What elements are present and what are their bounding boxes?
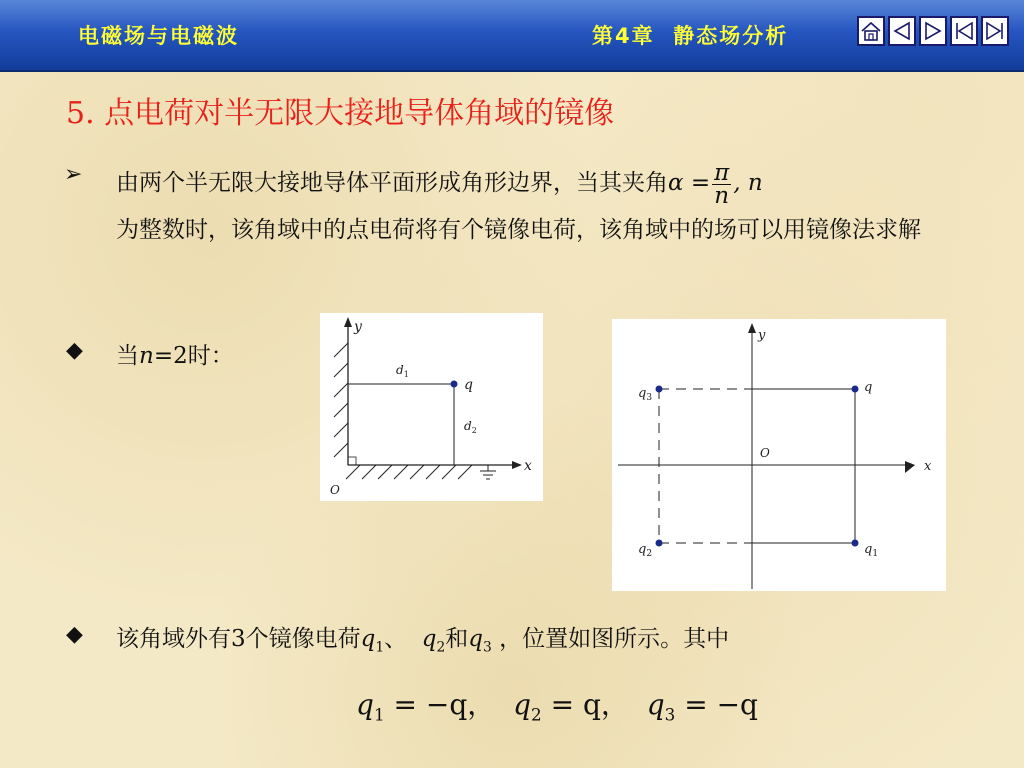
q2-symbol: q: [421, 626, 437, 652]
arrow-bullet-icon: ➢: [64, 162, 83, 187]
intro-text-rest: 为整数时，该角域中的点电荷将有个镜像电荷，该角域中的场可以用镜像法求解: [116, 217, 921, 243]
image-charges-text: [116, 620, 729, 656]
nav-buttons: [857, 16, 1012, 46]
figure-image-charges: [612, 319, 946, 591]
eq-rhs1: = −q，: [384, 688, 514, 721]
prev-icon: [891, 20, 913, 42]
frac-numerator: π: [714, 159, 730, 186]
q-label: q: [864, 380, 873, 395]
figure-corner-region: [320, 313, 543, 501]
diamond-bullet-icon: ◆: [66, 622, 83, 647]
last-button[interactable]: [981, 16, 1009, 46]
eq-q2-sub: 2: [531, 704, 542, 725]
eq-q3-sub: 3: [664, 704, 676, 725]
diamond-bullet-icon: ◆: [66, 338, 83, 363]
eq-q2: q: [513, 688, 532, 721]
pi-over-n-fraction: [712, 159, 731, 209]
case-prefix: 当: [116, 343, 139, 369]
eq-rhs2: = q，: [541, 688, 647, 721]
charge-q2-point: [656, 540, 663, 547]
section-title: 5. 点电荷对半无限大接地导体角域的镜像: [66, 96, 615, 131]
charge-q-point: [451, 381, 458, 388]
course-title: 电磁场与电磁波: [78, 24, 239, 48]
q1-label: $q_1$: [864, 542, 879, 559]
chapter-title: 第4章 静态场分析: [592, 24, 789, 48]
image-text1: 该角域外有3个镜像电荷: [116, 626, 361, 652]
case-eq: =2时：: [153, 343, 234, 369]
q1-sub: 1: [375, 639, 385, 656]
n-symbol: , n: [733, 170, 763, 196]
home-icon: [860, 20, 882, 42]
d2-label: $d_2$: [464, 419, 477, 435]
y-axis-label: y: [758, 328, 766, 343]
y-axis-label: y: [354, 319, 362, 335]
origin-label: O: [760, 446, 770, 460]
eq-q1-sub: 1: [373, 704, 385, 725]
charge-q1-point: [852, 540, 859, 547]
q3-label: $q_3$: [638, 386, 653, 403]
next-icon: [922, 20, 944, 42]
origin-label: O: [330, 483, 340, 497]
home-button[interactable]: [857, 16, 885, 46]
case-n: n: [139, 343, 154, 369]
charge-q3-point: [656, 386, 663, 393]
header-bar: [0, 0, 1024, 72]
charge-q-point: [852, 386, 859, 393]
case-n2-label: [116, 337, 234, 370]
eq-q3: q: [646, 688, 665, 721]
last-icon: [984, 20, 1006, 42]
q-label: q: [464, 377, 473, 393]
q2-label: $q_2$: [638, 542, 653, 559]
prev-button[interactable]: [888, 16, 916, 46]
q1-symbol: q: [360, 626, 376, 652]
sep1: 、: [384, 626, 408, 652]
image-charge-equation: [356, 683, 758, 725]
first-button[interactable]: [950, 16, 978, 46]
q3-sub: 3: [483, 639, 492, 656]
first-icon: [953, 20, 975, 42]
alpha-symbol: α =: [668, 170, 711, 196]
eq-q1: q: [356, 688, 374, 721]
x-axis-label: x: [924, 459, 932, 474]
intro-text-line1: 由两个半无限大接地导体平面形成角形边界，当其夹角: [116, 170, 668, 196]
d1-label: $d_1$: [396, 363, 409, 379]
q3-symbol: q: [468, 626, 484, 652]
image-text2: ，位置如图所示。其中: [499, 626, 730, 652]
q2-sub: 2: [436, 639, 446, 656]
frac-denominator: n: [714, 182, 730, 209]
sep2: 和: [445, 626, 469, 652]
eq-rhs3: = −q: [675, 688, 758, 721]
next-button[interactable]: [919, 16, 947, 46]
x-axis-label: x: [524, 458, 532, 474]
intro-paragraph: [116, 160, 966, 254]
